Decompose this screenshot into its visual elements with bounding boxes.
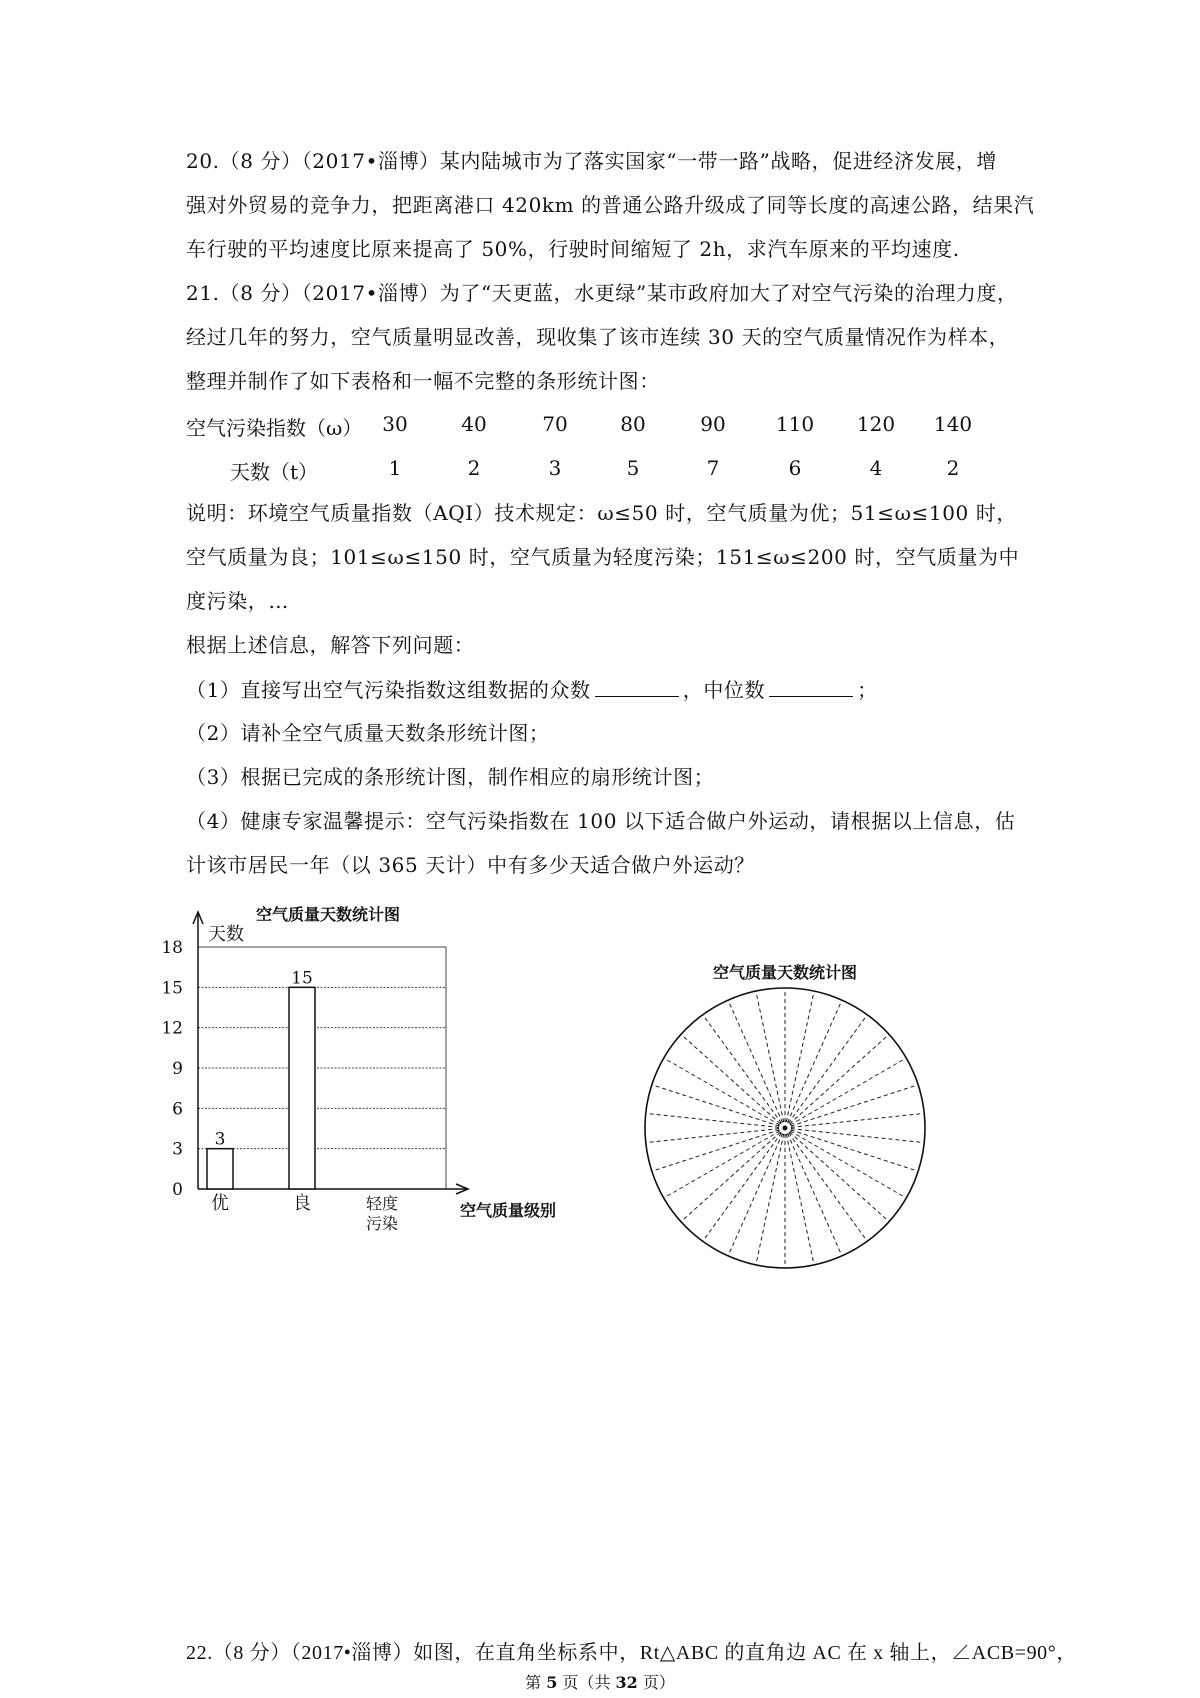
pie-division-line (728, 1133, 783, 1255)
q21-sub4-line-2: 计该市居民一年（以 365 天计）中有多少天适合做户外运动？ (186, 853, 755, 877)
table-cell: 5 (626, 456, 640, 480)
answer-blank-mode[interactable] (595, 676, 679, 697)
q20-line-3: 车行驶的平均速度比原来提高了 50%，行驶时间缩短了 2h，求汽车原来的平均速度. (186, 237, 960, 261)
bar-chart-title: 空气质量天数统计图 (255, 905, 401, 924)
pie-division-line (790, 1131, 906, 1198)
table-cell: 6 (788, 456, 802, 480)
table-row-days (186, 456, 1026, 484)
table-cell: 80 (620, 412, 646, 436)
y-tick-label: 12 (161, 1018, 183, 1039)
y-tick-label: 3 (172, 1139, 183, 1160)
y-tick-label: 9 (172, 1059, 183, 1079)
table-cell: 30 (382, 412, 408, 436)
y-axis-label: 天数 (208, 924, 244, 945)
table-cell: 70 (542, 412, 568, 436)
pie-division-line (646, 1129, 779, 1143)
y-tick-label: 15 (161, 978, 183, 999)
bar (289, 987, 315, 1189)
table-cell: 90 (700, 412, 726, 436)
pie-division-line (664, 1058, 780, 1125)
page-total: 32 (615, 1673, 638, 1692)
x-axis-label: 空气质量级别 (460, 1201, 557, 1220)
table-cell: 7 (706, 456, 720, 480)
pie-chart (600, 958, 970, 1268)
pie-division-line (756, 991, 784, 1122)
y-tick-label: 6 (172, 1099, 183, 1120)
page-footer (0, 1673, 1200, 1693)
y-tick-label: 18 (161, 938, 183, 958)
pie-division-line (790, 1058, 906, 1125)
y-tick-label: 0 (172, 1180, 183, 1200)
q21-sub2: （2）请补全空气质量天数条形统计图； (186, 721, 550, 745)
table-cell: 110 (775, 412, 815, 436)
bar-value-label: 3 (214, 1129, 226, 1150)
table-cell: 4 (869, 456, 883, 480)
footer-middle: 页（共 (557, 1673, 616, 1692)
pie-division-line (791, 1130, 918, 1171)
footer-suffix: 页） (637, 1673, 675, 1692)
q21-line-1: 21.（8 分）（2017•淄博）为了“天更蓝，水更绿”某市政府加大了对空气污染的治理力度， (186, 281, 1018, 305)
q21-sub3: （3）根据已完成的条形统计图，制作相应的扇形统计图； (186, 765, 715, 789)
q21-note-3: 度污染，… (186, 589, 289, 613)
pie-division-line (787, 1000, 842, 1122)
page-number: 5 (546, 1673, 558, 1692)
table-row-label: 空气污染指数（ω） (186, 416, 363, 440)
q21-line-2: 经过几年的努力，空气质量明显改善，现收集了该市连续 30 天的空气质量情况作为样本， (186, 325, 1010, 349)
bar (207, 1149, 233, 1189)
q21-line-3: 整理并制作了如下表格和一幅不完整的条形统计图： (186, 369, 660, 393)
table-cell: 1 (388, 456, 402, 480)
table-row-label: 天数（t） (230, 460, 319, 484)
pie-chart-title: 空气质量天数统计图 (712, 963, 858, 982)
x-category-label: 污染 (365, 1214, 399, 1233)
x-category-label: 轻度 (365, 1194, 399, 1213)
q21-note-2: 空气质量为良；101≤ω≤150 时，空气质量为轻度污染；151≤ω≤200 时，空气质量为中 (186, 545, 1020, 569)
sub1-text-mode: （1）直接写出空气污染指数这组数据的众数 (186, 678, 591, 702)
pie-division-line (728, 1000, 783, 1122)
bar-chart (161, 900, 590, 1250)
table-cell: 40 (461, 412, 487, 436)
q21-note-1: 说明：环境空气质量指数（AQI）技术规定：ω≤50 时，空气质量为优；51≤ω≤100 时， (186, 501, 1018, 525)
sub1-text-end: ； (857, 678, 878, 702)
pie-division-line (664, 1131, 780, 1198)
pie-division-line (786, 1134, 814, 1265)
q22-line-1: 22.（8 分）（2017•淄博）如图，在直角坐标系中，Rt△ABC 的直角边 AC 在 x 轴上，∠ACB=90°， (186, 1642, 1077, 1664)
footer-prefix: 第 (525, 1673, 547, 1692)
pie-division-line (791, 1129, 924, 1143)
q21-sub1 (186, 676, 878, 703)
q20-line-2: 强对外贸易的竞争力，把距离港口 420km 的普通公路升级成了同等长度的高速公路，结果汽 (186, 193, 1035, 217)
pie-center (783, 1126, 788, 1131)
pie-division-line (791, 1085, 918, 1126)
answer-blank-median[interactable] (769, 676, 853, 697)
pie-division-line (791, 1113, 924, 1127)
sub1-text-median: ，中位数 (682, 678, 766, 702)
table-cell: 140 (933, 412, 973, 436)
pie-division-line (646, 1113, 779, 1127)
pie-division-line (787, 1133, 842, 1255)
q21-prompt: 根据上述信息，解答下列问题： (186, 633, 475, 657)
pie-division-line (652, 1130, 779, 1171)
x-category-label: 良 (293, 1193, 311, 1214)
table-cell: 3 (548, 456, 562, 480)
q21-sub4-line-1: （4）健康专家温馨提示：空气污染指数在 100 以下适合做户外运动，请根据以上信息，估 (186, 809, 1016, 833)
q20-line-1: 20.（8 分）（2017•淄博）某内陆城市为了落实国家“一带一路”战略，促进经济发展，增 (186, 149, 998, 173)
bar-value-label: 15 (291, 968, 313, 989)
pie-division-line (756, 1134, 784, 1265)
pie-division-line (652, 1085, 779, 1126)
table-row-index (186, 412, 1026, 440)
x-category-label: 优 (211, 1193, 229, 1214)
pie-division-line (786, 991, 814, 1122)
table-cell: 120 (856, 412, 896, 436)
table-cell: 2 (946, 456, 960, 480)
table-cell: 2 (467, 456, 481, 480)
